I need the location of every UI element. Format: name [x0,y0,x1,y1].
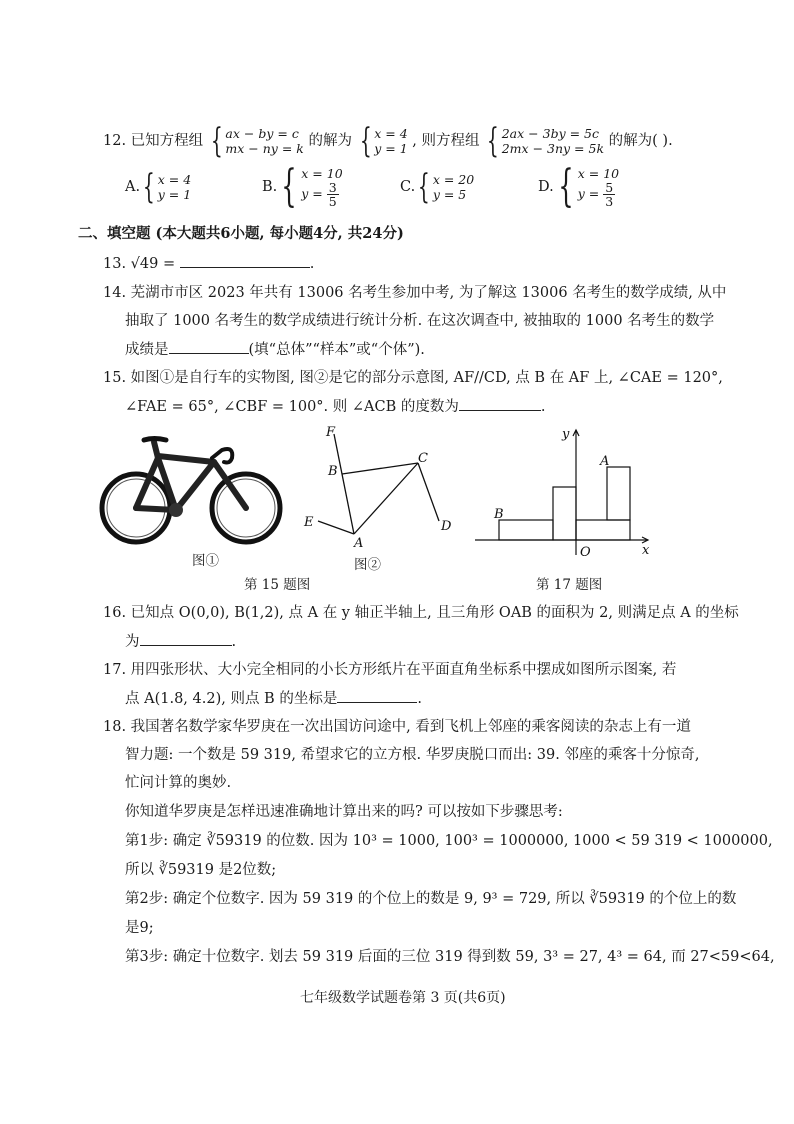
q18-line-8: 是9; [125,920,154,936]
q15-line-2: ∠FAE = 65°, ∠CBF = 100°. 则 ∠ACB 的度数为 . [125,396,545,417]
svg-text:x: x [642,543,650,558]
q12-system-1: { ax − by = c mx − ny = k [210,121,304,161]
q14-answer-blank[interactable] [169,339,249,354]
label-C: C [418,451,428,466]
q18-line-4: 你知道华罗庚是怎样迅速准确地计算出来的吗? 可以按如下步骤思考: [125,804,563,820]
q12-option-a[interactable]: A. { x = 4 y = 1 [125,167,192,207]
q12-system-2: { 2ax − 3by = 5c 2mx − 3ny = 5k [486,121,605,161]
q18-line-3: 忙问计算的奥妙. [125,775,232,791]
geometry-diagram [296,420,466,550]
q18-line-7: 第2步: 确定个位数字. 因为 59 319 的个位上的数是 9, 9³ = 729, 所以 ∛59319 的个位上的数 [125,891,737,907]
q16-line-2: 为 . [125,631,236,652]
q17-line-2: 点 A(1.8, 4.2), 则点 B 的坐标是 . [125,688,422,709]
coordinate-diagram [470,420,670,560]
rect-3 [576,520,630,540]
q12-solution: { x = 4 y = 1 [359,121,408,161]
q15-answer-blank[interactable] [459,396,541,411]
svg-text:y: y [562,427,570,442]
line-CD [418,463,439,521]
point-A-label: A [600,454,610,469]
q18-line-1: 18. 我国著名数学家华罗庚在一次出国访问途中, 看到飞机上邻座的乘客阅读的杂志上有一道 [103,719,691,735]
q12-mid: 的解为 [308,133,352,149]
q12-option-d[interactable]: D. { x = 10 y = $\frac{5}{3}$ [538,161,620,212]
line-BC [342,463,418,474]
q12-stem [103,121,673,161]
q16-line-1: 16. 已知点 O(0,0), B(1,2), 点 A 在 y 轴正半轴上, 且三角形 OAB 的面积为 2, 则满足点 A 的坐标 [103,605,739,621]
q17-answer-blank[interactable] [337,688,417,703]
bicycle-image [96,430,286,550]
page-footer: 七年级数学试题卷第 3 页(共6页) [300,990,506,1006]
q18-line-5: 第1步: 确定 ∛59319 的位数. 因为 10³ = 1000, 100³ = 1000000, 1000 < 59 319 < 1000000, [125,833,773,849]
q12-option-c[interactable]: C. { x = 20 y = 5 [400,167,475,207]
q18-line-2: 智力题: 一个数是 59 319, 希望求它的立方根. 华罗庚脱口而出: 39. 邻座的乘客十分惊奇, [125,747,700,763]
q14-line-2: 抽取了 1000 名考生的数学成绩进行统计分析. 在这次调查中, 被抽取的 1000 名考生的数学 [125,313,715,329]
q15-line-1: 15. 如图①是自行车的实物图, 图②是它的部分示意图, AF//CD, 点 B 在 AF 上, ∠CAE = 120°, [103,370,723,386]
q12-option-b[interactable]: B. { x = 10 y = $\frac{3}{5}$ [262,161,343,212]
q12-suffix: 的解为( ). [608,133,673,149]
q17-line-1: 17. 用四张形状、大小完全相同的小长方形纸片在平面直角坐标系中摆成如图所示图案, 若 [103,662,677,678]
rect-1 [499,520,553,540]
line-AE [318,521,354,534]
label-D: D [441,519,452,534]
q14-line-1: 14. 芜湖市市区 2023 年共有 13006 名考生参加中考, 为了解这 13006 名考生的数学成绩, 从中 [103,285,727,301]
line-AF [334,434,354,534]
q18-line-6: 所以 ∛59319 是2位数; [125,862,277,878]
q12-mid2: , 则方程组 [412,133,480,149]
figure-2-caption: 图② [354,557,381,573]
q17-figure-caption: 第 17 题图 [536,577,603,593]
label-E: E [304,515,314,530]
q12-prefix: 12. 已知方程组 [103,133,204,149]
q18-line-9: 第3步: 确定十位数字. 划去 59 319 后面的三位 319 得到数 59, 3³ = 27, 4³ = 64, 而 27<59<64, [125,949,775,965]
rect-2 [553,487,576,540]
section-2-heading: 二、填空题 (本大题共6小题, 每小题4分, 共24分) [78,225,404,242]
q13: 13. √49 = . [103,253,314,274]
rect-4 [607,467,630,520]
q13-answer-blank[interactable] [180,253,310,268]
q16-answer-blank[interactable] [140,631,232,646]
label-F: F [326,425,336,440]
label-B: B [328,464,338,479]
svg-text:O: O [580,545,591,560]
q15-figure-caption: 第 15 题图 [244,577,311,593]
point-B-label: B [494,507,504,522]
line-AC [354,463,418,534]
q14-line-3: 成绩是 (填“总体”“样本”或“个体”). [125,339,425,360]
figure-1-caption: 图① [192,553,219,569]
label-A: A [354,536,364,550]
